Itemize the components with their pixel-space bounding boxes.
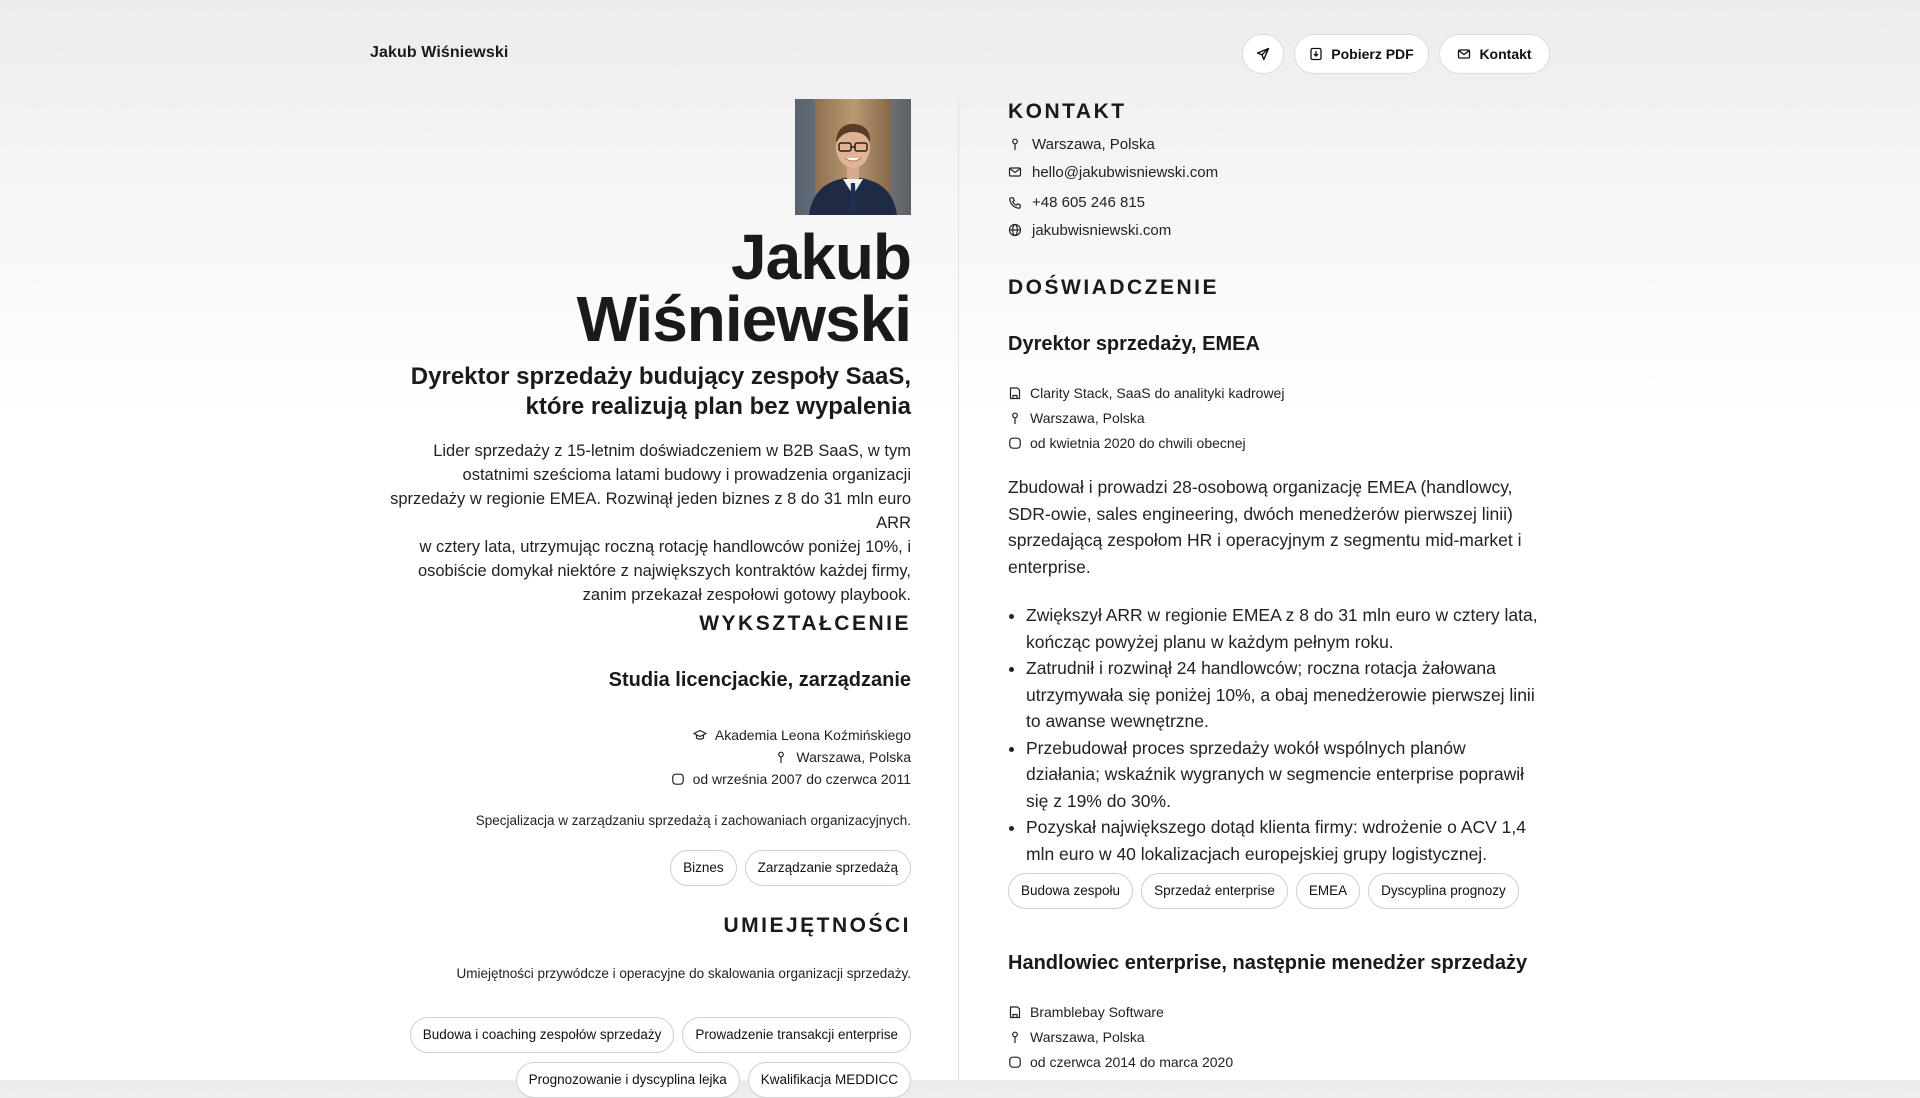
summary-line: sprzedaży w regionie EMEA. Rozwinął jeden biznes z 8 do 31 mln euro ARR xyxy=(390,490,911,532)
send-icon xyxy=(1256,47,1270,61)
achievement-line: • Przebudował proces sprzedaży wokół wspólnych planów xyxy=(1026,737,1466,758)
education-section-title: WYKSZTAŁCENIE xyxy=(699,612,911,635)
skills-description: Umiejętności przywódcze i operacyjne do skalowania organizacji sprzedaży. xyxy=(456,966,911,981)
contact-website[interactable]: jakubwisniewski.com xyxy=(1032,221,1172,239)
job-dates-row xyxy=(1008,1049,1548,1074)
summary-line: Lider sprzedaży z 15-letnim doświadczeniem w B2B SaaS, w tym xyxy=(433,442,911,460)
job-achievements xyxy=(1008,602,1548,867)
mail-icon xyxy=(1457,47,1471,61)
skills-tags-row-1 xyxy=(370,1017,911,1053)
achievement-line: utrzymywała się poniżej 10%, a obaj menedżerowie pierwszej linii xyxy=(1026,684,1535,705)
pin-icon xyxy=(774,750,788,764)
achievement-item xyxy=(1026,655,1548,735)
education-location: Warszawa, Polska xyxy=(796,749,911,765)
achievement-line: kończąc powyżej planu w każdym pełnym roku. xyxy=(1026,631,1394,652)
education-description: Specjalizacja w zarządzaniu sprzedażą i zachowaniach organizacyjnych. xyxy=(475,813,911,828)
job-company-row xyxy=(1008,999,1548,1024)
contact-location: Warszawa, Polska xyxy=(1032,135,1155,153)
download-pdf-label: Pobierz PDF xyxy=(1331,46,1414,62)
job-dates: od czerwca 2014 do marca 2020 xyxy=(1030,1053,1234,1070)
skill-tag: Prognozowanie i dyscyplina lejka xyxy=(516,1062,740,1098)
achievement-item xyxy=(1026,735,1548,815)
profile-photo xyxy=(795,99,911,215)
first-name: Jakub xyxy=(731,221,911,293)
profile-name xyxy=(370,221,911,355)
mail-icon xyxy=(1008,165,1022,179)
education-school: Akademia Leona Koźmińskiego xyxy=(714,727,911,743)
job-company: Clarity Stack, SaaS do analityki kadrowej xyxy=(1030,384,1285,401)
experience-section-title: DOŚWIADCZENIE xyxy=(1008,276,1219,299)
building-icon xyxy=(1008,1005,1022,1019)
share-button[interactable] xyxy=(1242,34,1284,74)
job-description-line: Zbudował i prowadzi 28-osobową organizację EMEA (handlowcy, xyxy=(1008,477,1513,497)
achievement-item xyxy=(1026,814,1548,867)
summary-line: osobiście domykał niektóre z największych kontraktów każdej firmy, xyxy=(417,562,911,580)
job-title: Handlowiec enterprise, następnie menedżer sprzedaży xyxy=(1008,952,1528,974)
education-tag: Biznes xyxy=(670,850,737,886)
job-tag: Budowa zespołu xyxy=(1008,873,1133,909)
job-description-line: SDR-owie, sales engineering, dwóch menedżerów pierwszej linii) xyxy=(1008,503,1513,524)
job-tag: EMEA xyxy=(1296,873,1360,909)
job-location: Warszawa, Polska xyxy=(1030,1028,1145,1045)
job-tag: Sprzedaż enterprise xyxy=(1141,873,1288,909)
education-tags xyxy=(370,850,911,886)
job-meta xyxy=(1008,380,1548,455)
job-dates-row xyxy=(1008,430,1548,455)
achievement-line: mln euro w 40 lokalizacjach europejskiej grupy logistycznej. xyxy=(1026,843,1488,864)
summary-line: ostatnimi sześcioma latami budowy i prowadzenia organizacji xyxy=(462,466,911,484)
calendar-icon xyxy=(1008,1055,1022,1069)
summary-line: w cztery lata, utrzymując roczną rotację handlowców poniżej 10%, i xyxy=(419,538,911,556)
education-tag: Zarządzanie sprzedażą xyxy=(745,850,911,886)
achievement-line: • Zwiększył ARR w regionie EMEA z 8 do 31 mln euro w cztery lata, xyxy=(1026,605,1538,625)
pin-icon xyxy=(1008,411,1022,425)
contact-phone-row[interactable] xyxy=(1008,187,1548,218)
achievement-item xyxy=(1026,602,1548,655)
job-tag: Dyscyplina prognozy xyxy=(1368,873,1519,909)
education-title: Studia licencjackie, zarządzanie xyxy=(608,669,911,691)
job-tags xyxy=(1008,873,1548,909)
globe-icon xyxy=(1008,223,1022,237)
job-location-row xyxy=(1008,405,1548,430)
skill-tag: Kwalifikacja MEDDICC xyxy=(748,1062,911,1098)
achievement-line: działania; wskaźnik wygranych w segmencie enterprise poprawił xyxy=(1026,764,1525,784)
building-icon xyxy=(1008,386,1022,400)
phone-icon xyxy=(1008,196,1022,210)
education-dates: od września 2007 do czerwca 2011 xyxy=(692,771,911,787)
contact-location-row xyxy=(1008,131,1548,157)
job-description-line: enterprise. xyxy=(1008,556,1091,577)
achievement-line: to awanse wewnętrzne. xyxy=(1026,711,1209,731)
skill-tag: Budowa i coaching zespołów sprzedaży xyxy=(410,1017,675,1053)
pin-icon xyxy=(1008,1030,1022,1044)
job-company-row xyxy=(1008,380,1548,405)
job-location: Warszawa, Polska xyxy=(1030,409,1145,426)
last-name: Wiśniewski xyxy=(576,283,911,355)
contact-phone[interactable]: +48 605 246 815 xyxy=(1032,194,1146,211)
skills-section-title: UMIEJĘTNOŚCI xyxy=(723,914,911,937)
education-meta xyxy=(370,724,911,790)
job-description xyxy=(1008,474,1548,580)
headline-line: które realizują plan bez wypalenia xyxy=(525,393,911,420)
education-location-row xyxy=(370,746,911,768)
education-dates-row xyxy=(370,768,911,790)
headline-line: Dyrektor sprzedaży budujący zespoły SaaS, xyxy=(410,363,911,390)
achievement-line: • Zatrudnił i rozwinął 24 handlowców; roczna rotacja żałowana xyxy=(1026,658,1496,678)
column-divider xyxy=(958,100,959,1080)
contact-section-title: KONTAKT xyxy=(1008,100,1127,123)
achievement-line: • Pozyskał największego dotąd klienta firmy: wdrożenie o ACV 1,4 xyxy=(1026,817,1526,837)
job-description-line: sprzedającą zespołom HR i operacyjnym z segmentu mid-market i xyxy=(1008,530,1522,550)
profile-headline xyxy=(370,362,911,422)
profile-summary xyxy=(370,439,911,607)
calendar-icon xyxy=(1008,436,1022,450)
job-location-row xyxy=(1008,1024,1548,1049)
calendar-icon xyxy=(671,772,685,786)
pin-icon xyxy=(1008,137,1022,151)
file-download-icon xyxy=(1309,47,1323,61)
skills-tags-row-2 xyxy=(370,1062,911,1098)
education-school-row xyxy=(370,724,911,746)
graduation-cap-icon xyxy=(693,728,707,742)
contact-email-row[interactable] xyxy=(1008,157,1548,187)
contact-label: Kontakt xyxy=(1479,46,1532,62)
site-name[interactable]: Jakub Wiśniewski xyxy=(370,44,509,61)
achievement-line: się z 19% do 30%. xyxy=(1026,790,1171,811)
contact-list xyxy=(1008,131,1548,242)
job-company: Bramblebay Software xyxy=(1030,1003,1164,1020)
download-pdf-button[interactable] xyxy=(1294,34,1429,74)
contact-email[interactable]: hello@jakubwisniewski.com xyxy=(1032,163,1219,181)
job-title: Dyrektor sprzedaży, EMEA xyxy=(1008,333,1260,355)
contact-button[interactable] xyxy=(1439,34,1550,74)
contact-website-row[interactable] xyxy=(1008,218,1548,242)
job-meta xyxy=(1008,999,1548,1074)
job-dates: od kwietnia 2020 do chwili obecnej xyxy=(1030,434,1246,451)
skill-tag: Prowadzenie transakcji enterprise xyxy=(682,1017,911,1053)
summary-line: zanim przekazał zespołowi gotowy playbook. xyxy=(582,586,911,604)
